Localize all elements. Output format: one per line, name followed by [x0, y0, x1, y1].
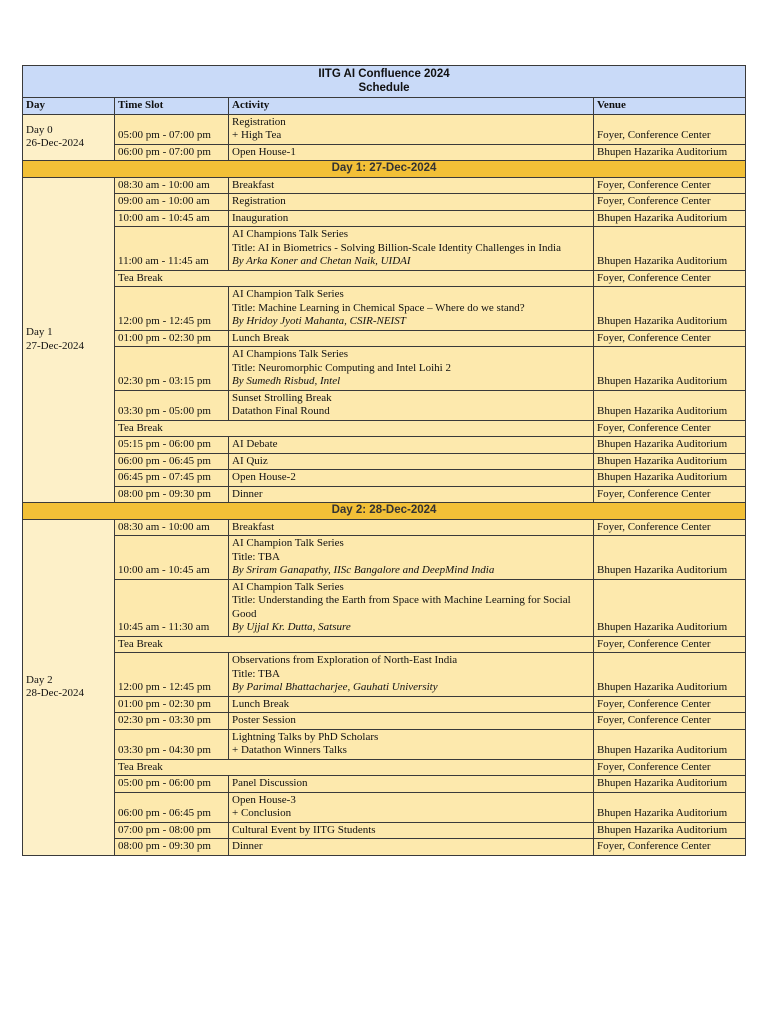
- activity-cell: [229, 713, 594, 730]
- time-slot: 12:00 pm - 12:45 pm: [115, 287, 229, 331]
- day1-cell: [23, 177, 115, 503]
- time-slot: 06:00 pm - 06:45 pm: [115, 453, 229, 470]
- activity-line: Title: AI in Biometrics - Solving Billion-Scale Identity Challenges in India: [232, 241, 561, 254]
- venue: Bhupen Hazarika Auditorium: [594, 822, 746, 839]
- activity-cell: [229, 437, 594, 454]
- day0-cell: [23, 114, 115, 161]
- venue: Bhupen Hazarika Auditorium: [594, 453, 746, 470]
- speaker-line: By Ujjal Kr. Dutta, Satsure: [232, 621, 351, 633]
- venue: Foyer, Conference Center: [594, 486, 746, 503]
- time-slot: 06:00 pm - 07:00 pm: [115, 144, 229, 161]
- day2-banner-row: [23, 503, 746, 520]
- activity-line: Observations from Exploration of North-East India: [232, 654, 458, 666]
- activity-cell: [229, 653, 594, 697]
- activity-line: + High Tea: [232, 129, 282, 141]
- activity-cell: [229, 696, 594, 713]
- venue: Foyer, Conference Center: [594, 194, 746, 211]
- venue: Bhupen Hazarika Auditorium: [594, 653, 746, 697]
- activity-line: Inauguration: [232, 211, 289, 224]
- venue: Bhupen Hazarika Auditorium: [594, 390, 746, 420]
- activity-line: Open House-3: [232, 793, 296, 806]
- activity-line: AI Champions Talk Series: [232, 348, 349, 360]
- activity-line: AI Champion Talk Series: [232, 288, 344, 300]
- activity-line: Registration: [232, 115, 286, 128]
- activity-line: Breakfast: [232, 178, 275, 191]
- day0-date: 26-Dec-2024: [26, 137, 85, 150]
- activity-cell: [229, 144, 594, 161]
- schedule-title: IITG AI Confluence 2024: [318, 68, 450, 80]
- activity-line: AI Quiz: [232, 454, 268, 467]
- venue: Bhupen Hazarika Auditorium: [594, 729, 746, 759]
- tea-break-cell: Tea Break: [115, 759, 594, 776]
- time-slot: 01:00 pm - 02:30 pm: [115, 696, 229, 713]
- header-activity: Activity: [229, 98, 594, 115]
- speaker-line: By Parimal Bhattacharjee, Gauhati University: [232, 681, 438, 693]
- activity-line: Dinner: [232, 840, 263, 852]
- schedule-row: [23, 579, 746, 636]
- venue: Bhupen Hazarika Auditorium: [594, 470, 746, 487]
- schedule-subtitle: Schedule: [358, 81, 410, 94]
- schedule-row: [23, 453, 746, 470]
- speaker-line: By Hridoy Jyoti Mahanta, CSIR-NEIST: [232, 315, 406, 327]
- time-slot: 08:00 pm - 09:30 pm: [115, 839, 229, 856]
- schedule-row: [23, 729, 746, 759]
- speaker-line: By Sriram Ganapathy, IISc Bangalore and DeepMind India: [232, 564, 495, 576]
- activity-line: Title: Understanding the Earth from Space with Machine Learning for Social Good: [232, 594, 571, 620]
- venue: Foyer, Conference Center: [594, 713, 746, 730]
- schedule-row: [23, 839, 746, 856]
- activity-line: Lightning Talks by PhD Scholars: [232, 730, 379, 743]
- venue: Bhupen Hazarika Auditorium: [594, 776, 746, 793]
- schedule-row: [23, 347, 746, 391]
- tea-break-cell: Tea Break: [115, 270, 594, 287]
- venue: Foyer, Conference Center: [594, 696, 746, 713]
- venue: Foyer, Conference Center: [594, 177, 746, 194]
- time-slot: 09:00 am - 10:00 am: [115, 194, 229, 211]
- day1-banner: Day 1: 27-Dec-2024: [23, 161, 746, 178]
- activity-cell: [229, 776, 594, 793]
- activity-cell: [229, 347, 594, 391]
- activity-cell: [229, 792, 594, 822]
- activity-line: Title: Neuromorphic Computing and Intel Loihi 2: [232, 361, 451, 374]
- activity-cell: [229, 330, 594, 347]
- venue: Bhupen Hazarika Auditorium: [594, 227, 746, 271]
- activity-cell: [229, 114, 594, 144]
- schedule-row: [23, 437, 746, 454]
- activity-cell: [229, 194, 594, 211]
- day2-date: 28-Dec-2024: [26, 687, 85, 699]
- schedule-body: [23, 66, 746, 856]
- schedule-row: [23, 792, 746, 822]
- column-header-row: [23, 98, 746, 115]
- time-slot: 07:00 pm - 08:00 pm: [115, 822, 229, 839]
- title-cell: [23, 66, 746, 98]
- speaker-line: By Arka Koner and Chetan Naik, UIDAI: [232, 255, 411, 267]
- header-venue: Venue: [594, 98, 746, 115]
- schedule-row: [23, 227, 746, 271]
- venue: Bhupen Hazarika Auditorium: [594, 347, 746, 391]
- activity-line: + Datathon Winners Talks: [232, 744, 347, 756]
- activity-line: Title: Machine Learning in Chemical Space – Where do we stand?: [232, 301, 525, 314]
- schedule-table: [22, 65, 746, 856]
- activity-cell: [229, 822, 594, 839]
- time-slot: 02:30 pm - 03:30 pm: [115, 713, 229, 730]
- time-slot: 06:45 pm - 07:45 pm: [115, 470, 229, 487]
- schedule-row: [23, 486, 746, 503]
- time-slot: 08:00 pm - 09:30 pm: [115, 486, 229, 503]
- time-slot: 12:00 pm - 12:45 pm: [115, 653, 229, 697]
- activity-cell: [229, 453, 594, 470]
- day0-label: Day 0: [26, 123, 53, 136]
- time-slot: 06:00 pm - 06:45 pm: [115, 792, 229, 822]
- activity-line: Panel Discussion: [232, 777, 308, 789]
- day1-banner-row: [23, 161, 746, 178]
- schedule-row: [23, 519, 746, 536]
- schedule-row: [23, 696, 746, 713]
- activity-cell: [229, 470, 594, 487]
- activity-line: Cultural Event by IITG Students: [232, 823, 376, 836]
- day1-date: 27-Dec-2024: [26, 339, 85, 352]
- day2-label: Day 2: [26, 673, 53, 686]
- activity-cell: [229, 210, 594, 227]
- time-slot: 01:00 pm - 02:30 pm: [115, 330, 229, 347]
- activity-cell: [229, 390, 594, 420]
- schedule-row: [23, 210, 746, 227]
- activity-line: AI Champions Talk Series: [232, 228, 349, 240]
- schedule-row: [23, 470, 746, 487]
- time-slot: 02:30 pm - 03:15 pm: [115, 347, 229, 391]
- schedule-row: [23, 287, 746, 331]
- venue: Bhupen Hazarika Auditorium: [594, 579, 746, 636]
- time-slot: 03:30 pm - 04:30 pm: [115, 729, 229, 759]
- time-slot: 05:00 pm - 07:00 pm: [115, 114, 229, 144]
- schedule-row: [23, 636, 746, 653]
- time-slot: 10:45 am - 11:30 am: [115, 579, 229, 636]
- time-slot: 08:30 am - 10:00 am: [115, 519, 229, 536]
- venue: Foyer, Conference Center: [594, 636, 746, 653]
- schedule-row: [23, 759, 746, 776]
- venue: Bhupen Hazarika Auditorium: [594, 792, 746, 822]
- schedule-row: [23, 822, 746, 839]
- activity-line: Open House-2: [232, 471, 296, 483]
- time-slot: 08:30 am - 10:00 am: [115, 177, 229, 194]
- venue: Foyer, Conference Center: [594, 114, 746, 144]
- activity-line: Dinner: [232, 487, 263, 500]
- activity-cell: [229, 579, 594, 636]
- venue: Foyer, Conference Center: [594, 839, 746, 856]
- activity-line: AI Champion Talk Series: [232, 537, 344, 549]
- activity-line: Sunset Strolling Break: [232, 391, 332, 404]
- venue: Bhupen Hazarika Auditorium: [594, 144, 746, 161]
- tea-break-cell: Tea Break: [115, 420, 594, 437]
- schedule-row: [23, 390, 746, 420]
- time-slot: 05:15 pm - 06:00 pm: [115, 437, 229, 454]
- schedule-row: [23, 420, 746, 437]
- activity-line: Lunch Break: [232, 697, 290, 710]
- schedule-row: [23, 144, 746, 161]
- time-slot: 11:00 am - 11:45 am: [115, 227, 229, 271]
- activity-cell: [229, 839, 594, 856]
- day1-label: Day 1: [26, 326, 53, 339]
- day2-banner: Day 2: 28-Dec-2024: [23, 503, 746, 520]
- activity-cell: [229, 536, 594, 580]
- time-slot: 05:00 pm - 06:00 pm: [115, 776, 229, 793]
- venue: Bhupen Hazarika Auditorium: [594, 536, 746, 580]
- venue: Bhupen Hazarika Auditorium: [594, 437, 746, 454]
- schedule-row: [23, 653, 746, 697]
- schedule-row: [23, 114, 746, 144]
- activity-line: Poster Session: [232, 714, 296, 726]
- schedule-row: [23, 713, 746, 730]
- venue: Foyer, Conference Center: [594, 270, 746, 287]
- speaker-line: By Sumedh Risbud, Intel: [232, 375, 341, 387]
- time-slot: 10:00 am - 10:45 am: [115, 210, 229, 227]
- activity-cell: [229, 227, 594, 271]
- header-time-slot: Time Slot: [115, 98, 229, 115]
- schedule-row: [23, 270, 746, 287]
- time-slot: 10:00 am - 10:45 am: [115, 536, 229, 580]
- activity-line: Lunch Break: [232, 331, 290, 344]
- venue: Bhupen Hazarika Auditorium: [594, 287, 746, 331]
- header-day: Day: [23, 98, 115, 115]
- schedule-row: [23, 536, 746, 580]
- day2-cell: [23, 519, 115, 855]
- schedule-row: [23, 330, 746, 347]
- venue: Foyer, Conference Center: [594, 420, 746, 437]
- tea-break-cell: Tea Break: [115, 636, 594, 653]
- activity-line: Title: TBA: [232, 550, 280, 563]
- venue: Foyer, Conference Center: [594, 759, 746, 776]
- activity-line: AI Debate: [232, 438, 278, 450]
- activity-line: Datathon Final Round: [232, 405, 330, 417]
- activity-cell: [229, 287, 594, 331]
- schedule-row: [23, 194, 746, 211]
- activity-cell: [229, 486, 594, 503]
- venue: Foyer, Conference Center: [594, 519, 746, 536]
- time-slot: 03:30 pm - 05:00 pm: [115, 390, 229, 420]
- activity-line: Breakfast: [232, 520, 275, 533]
- activity-cell: [229, 177, 594, 194]
- title-row: [23, 66, 746, 98]
- activity-line: Open House-1: [232, 145, 296, 158]
- activity-line: + Conclusion: [232, 807, 292, 819]
- venue: Foyer, Conference Center: [594, 330, 746, 347]
- activity-line: Title: TBA: [232, 667, 280, 680]
- activity-cell: [229, 729, 594, 759]
- schedule-row: [23, 776, 746, 793]
- activity-cell: [229, 519, 594, 536]
- venue: Bhupen Hazarika Auditorium: [594, 210, 746, 227]
- activity-line: Registration: [232, 195, 286, 207]
- schedule-row: [23, 177, 746, 194]
- activity-line: AI Champion Talk Series: [232, 580, 344, 593]
